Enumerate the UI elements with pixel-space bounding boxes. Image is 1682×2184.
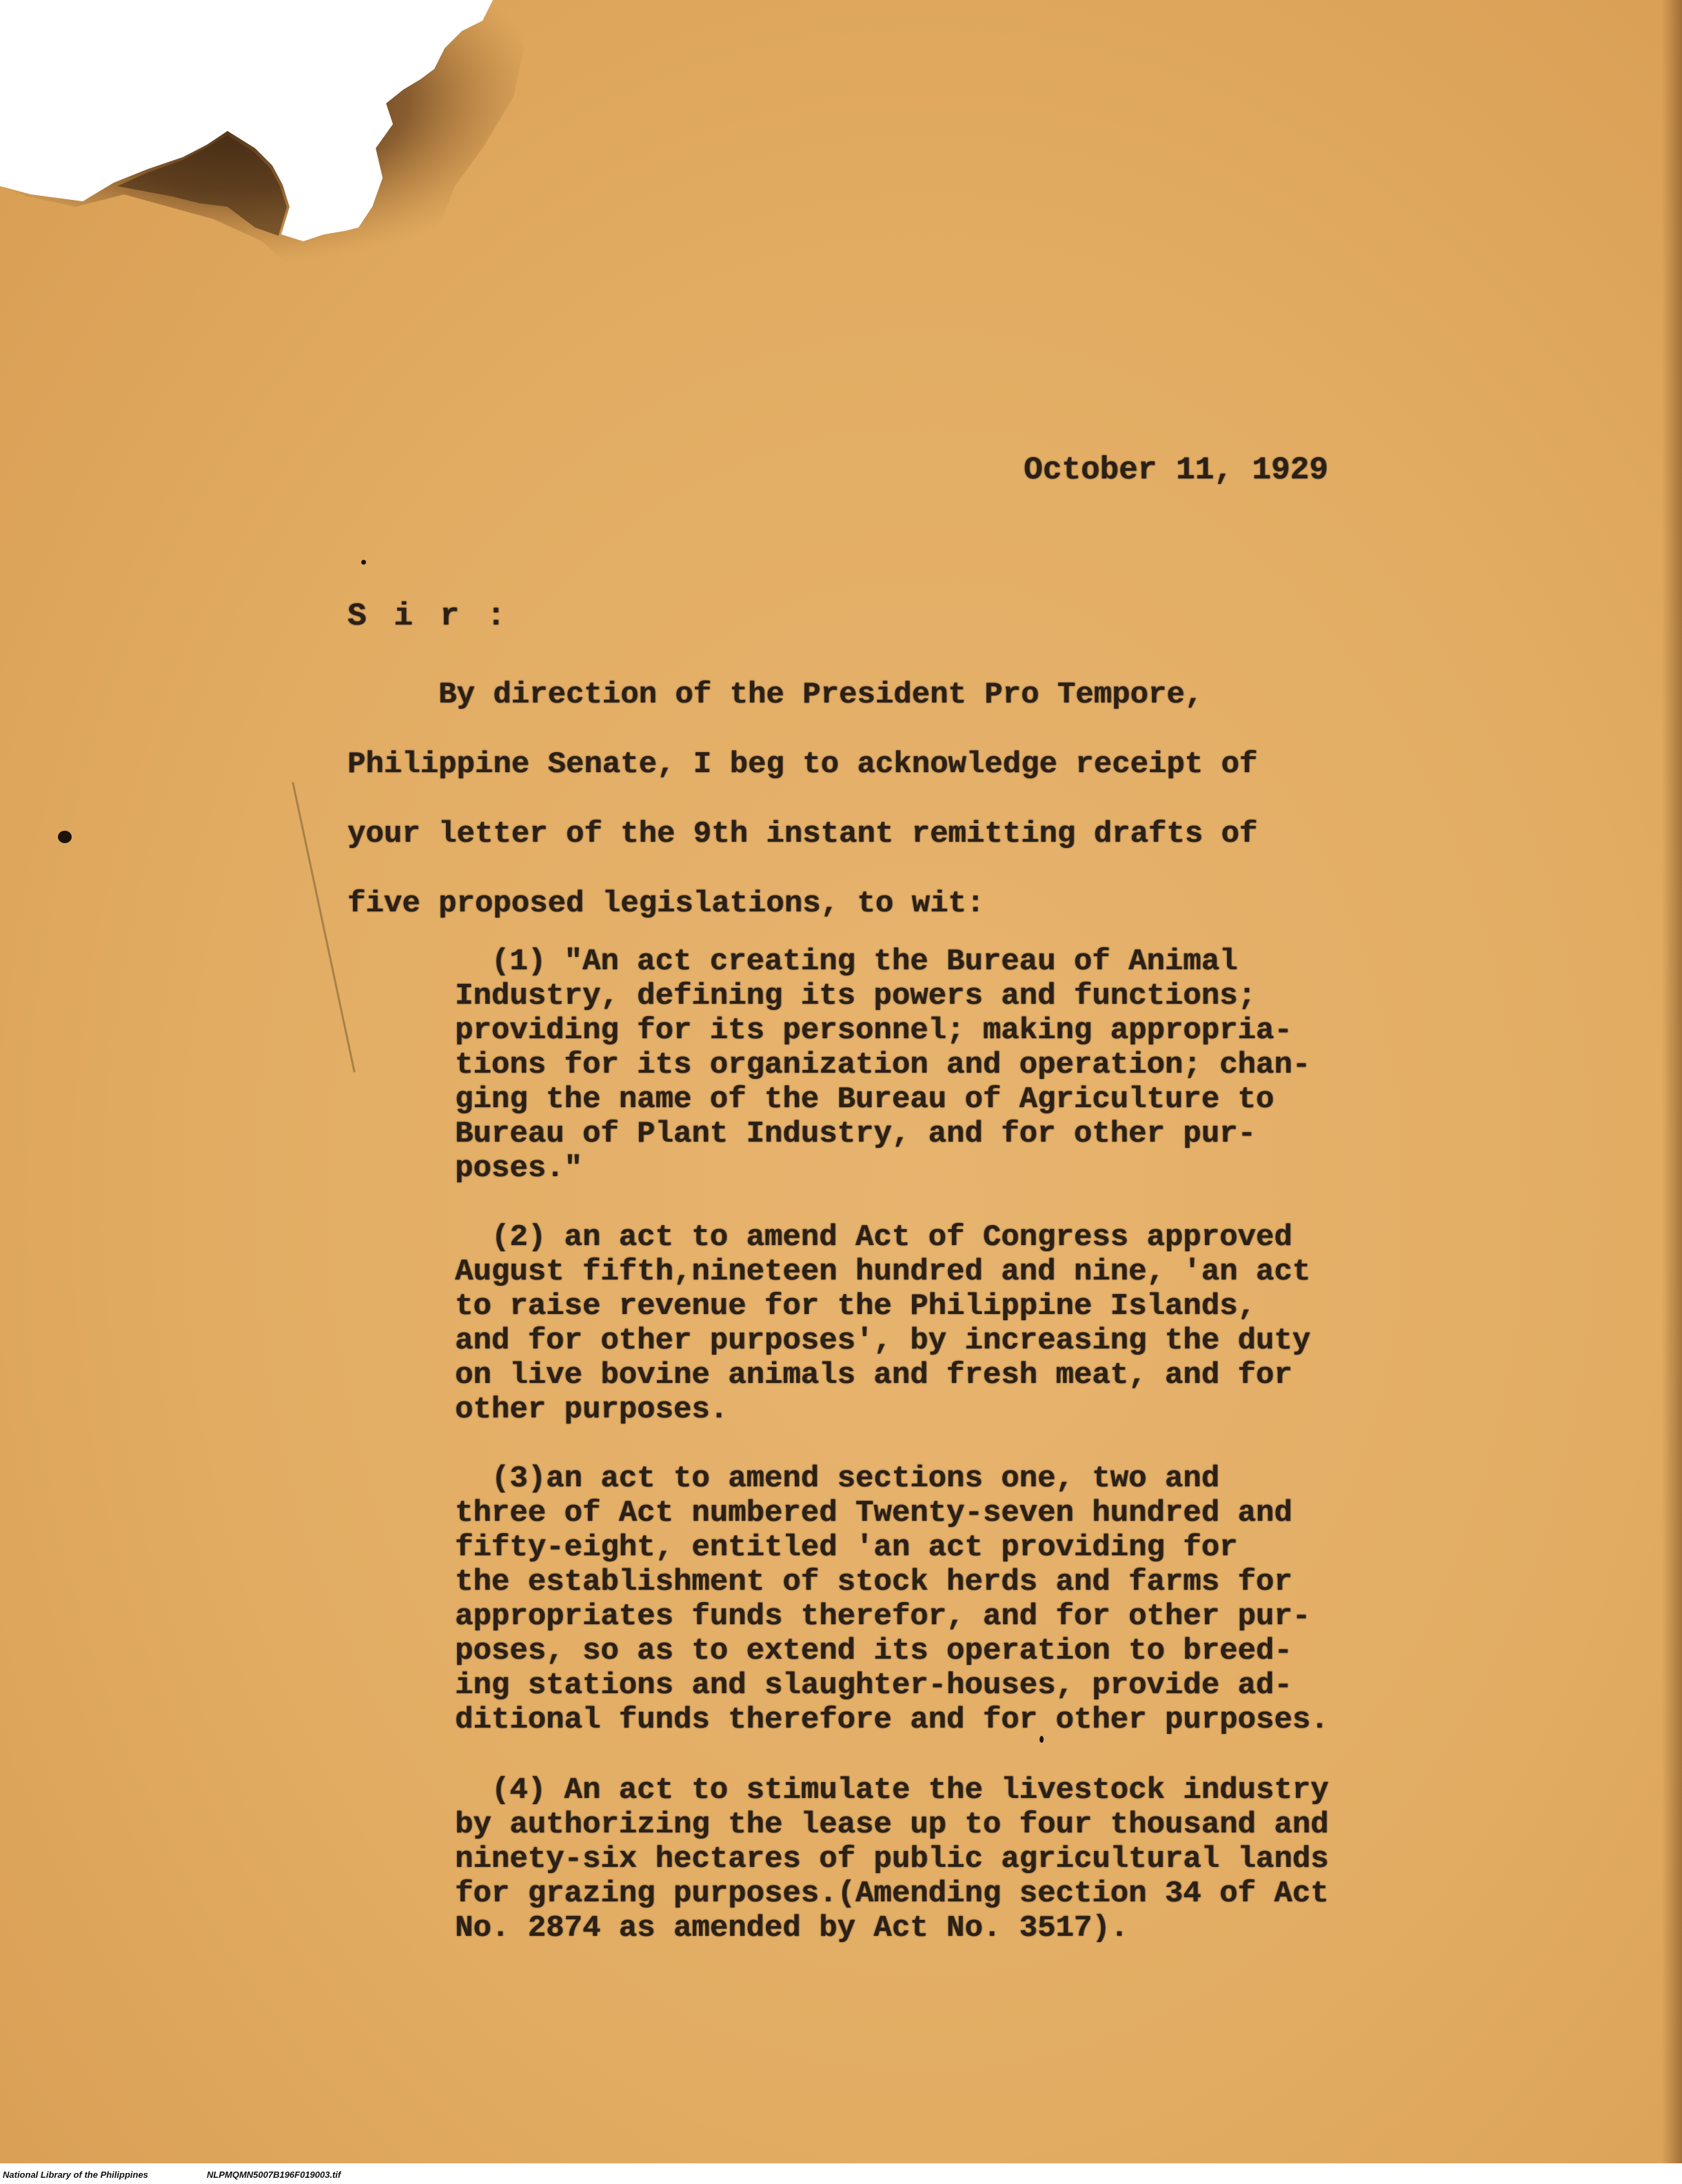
item-line: poses.": [455, 1151, 582, 1186]
body-line: your letter of the 9th instant remitting drafts of: [347, 817, 1258, 851]
burn-damage: [0, 0, 689, 303]
item-line: Industry, defining its powers and functions;: [455, 979, 1256, 1013]
item-line: to raise revenue for the Philippine Islands,: [455, 1289, 1256, 1324]
item-line: ditional funds therefore and for other purposes.: [455, 1703, 1329, 1737]
item-line: three of Act numbered Twenty-seven hundred and: [455, 1496, 1293, 1530]
item-line: ging the name of the Bureau of Agriculture to: [455, 1082, 1275, 1117]
item-line: ninety-six hectares of public agricultural lands: [455, 1842, 1329, 1877]
body-line: By direction of the President Pro Tempore,: [347, 678, 1204, 712]
scan-filename: NLPMQMN5007B196F019003.tif: [207, 2170, 341, 2180]
item-line: (3)an act to amend sections one, two and: [455, 1462, 1219, 1496]
item-line: for grazing purposes.(Amending section 34 of Act: [455, 1877, 1329, 1911]
ink-spot: [361, 560, 366, 565]
paper-edge-shadow: [1661, 0, 1682, 2184]
legislation-item-3: [455, 1462, 1328, 1737]
item-line: (1) "An act creating the Bureau of Animal: [455, 944, 1238, 979]
item-line: other purposes.: [455, 1393, 729, 1427]
body-line: five proposed legislations, to wit:: [347, 887, 985, 921]
letter-date: October 11, 1929: [1024, 452, 1328, 488]
item-line: No. 2874 as amended by Act No. 3517).: [455, 1911, 1128, 1945]
item-line: and for other purposes', by increasing the duty: [455, 1324, 1311, 1358]
item-line: providing for its personnel; making appropria-: [455, 1013, 1293, 1048]
item-line: Bureau of Plant Industry, and for other pur-: [455, 1117, 1256, 1151]
item-line: poses, so as to extend its operation to breed-: [455, 1634, 1293, 1668]
item-line: on live bovine animals and fresh meat, and for: [455, 1358, 1293, 1393]
legislation-item-2: [455, 1220, 1310, 1427]
salutation: S i r :: [347, 598, 510, 634]
item-line: by authorizing the lease up to four thousand and: [455, 1808, 1329, 1842]
pencil-mark: [292, 782, 355, 1072]
item-line: (2) an act to amend Act of Congress approved: [455, 1220, 1293, 1255]
library-credit: National Library of the Philippines: [3, 2170, 148, 2180]
item-line: the establishment of stock herds and farms for: [455, 1565, 1293, 1599]
legislation-item-1: [455, 944, 1310, 1186]
item-line: appropriates funds therefor, and for other pur-: [455, 1599, 1311, 1634]
item-line: tions for its organization and operation; chan-: [455, 1048, 1311, 1082]
item-line: fifty-eight, entitled 'an act providing for: [455, 1530, 1238, 1565]
letter-body: [347, 660, 1257, 939]
item-line: (4) An act to stimulate the livestock industry: [455, 1773, 1329, 1808]
scan-footer-strip: [0, 2163, 1682, 2184]
item-line: ing stations and slaughter-houses, provide ad-: [455, 1668, 1293, 1703]
legislation-item-4: [455, 1773, 1328, 1945]
body-line: Philippine Senate, I beg to acknowledge receipt of: [347, 747, 1258, 782]
item-line: August fifth,nineteen hundred and nine, 'an act: [455, 1255, 1311, 1289]
ink-spot: [58, 831, 72, 843]
